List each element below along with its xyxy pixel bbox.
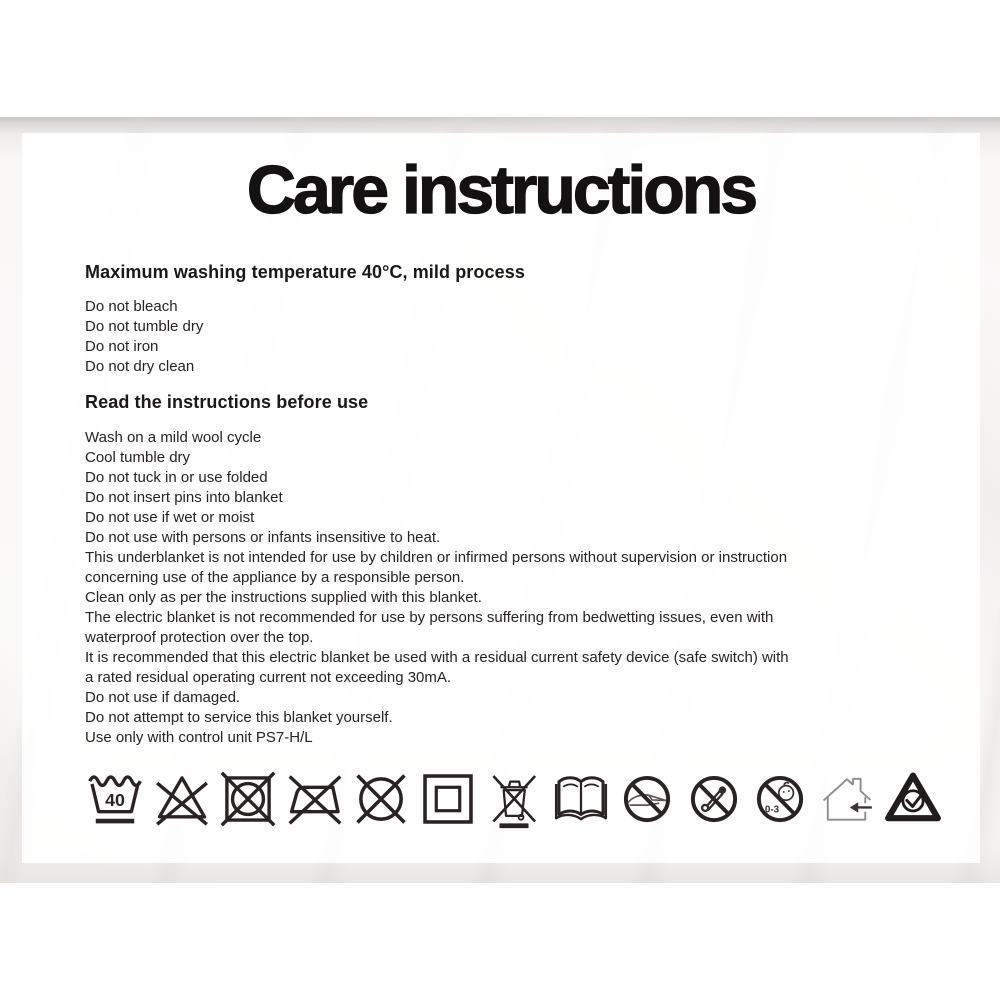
care-symbols-row (85, 767, 943, 831)
care-line: Do not use with persons or infants insensitive to heat. (85, 529, 441, 546)
svg-text:40: 40 (105, 790, 125, 811)
care-line: waterproof protection over the top. (85, 629, 314, 646)
do-not-dry-clean-icon (351, 768, 411, 830)
care-line: a rated residual operating current not exceeding 30mA. (85, 669, 452, 686)
do-not-bleach-icon (152, 768, 212, 830)
wash-40-icon (85, 768, 145, 830)
do-not-iron-icon (285, 768, 345, 830)
read-manual-book-icon (551, 768, 611, 830)
svg-text:0-3: 0-3 (764, 804, 780, 816)
do-not-tumble-dry-icon (218, 768, 278, 830)
care-line: Do not dry clean (85, 358, 195, 375)
care-line: Do not bleach (85, 298, 178, 315)
care-line: Wash on a mild wool cycle (85, 429, 262, 446)
care-line: Do not iron (85, 338, 159, 355)
page-title: Care instructions (246, 152, 756, 228)
care-line: Clean only as per the instructions supplied with this blanket. (85, 589, 482, 606)
do-not-tuck-icon (617, 768, 677, 830)
washing-list (85, 297, 203, 377)
rcm-mark-icon (883, 768, 943, 830)
care-line: Use only with control unit PS7-H/L (85, 729, 313, 746)
care-line: It is recommended that this electric blanket be used with a residual current safety device (safe switch) with (85, 649, 789, 666)
class-ii-appliance-icon (418, 768, 478, 830)
care-line: Cool tumble dry (85, 449, 191, 466)
no-pins-icon (684, 768, 744, 830)
care-line: This underblanket is not intended for use by children or infirmed persons without supervision or instruction (85, 549, 788, 566)
care-line: Do not use if wet or moist (85, 509, 255, 526)
not-for-children-0-3-icon (750, 768, 810, 830)
care-line: Do not tumble dry (85, 318, 204, 335)
care-line: Do not insert pins into blanket (85, 489, 283, 506)
care-line: Do not attempt to service this blanket yourself. (85, 709, 393, 726)
care-line: Do not use if damaged. (85, 689, 241, 706)
indoor-use-house-icon (817, 768, 877, 830)
weee-bin-icon (484, 768, 544, 830)
care-line: The electric blanket is not recommended for use by persons suffering from bedwetting issues, even with (85, 609, 774, 626)
usage-heading: Read the instructions before use (85, 392, 369, 412)
washing-heading: Maximum washing temperature 40°C, mild process (85, 262, 525, 282)
care-instructions-panel (22, 133, 980, 863)
care-line: Do not tuck in or use folded (85, 469, 268, 486)
care-line: concerning use of the appliance by a responsible person. (85, 569, 465, 586)
usage-list (85, 428, 789, 748)
